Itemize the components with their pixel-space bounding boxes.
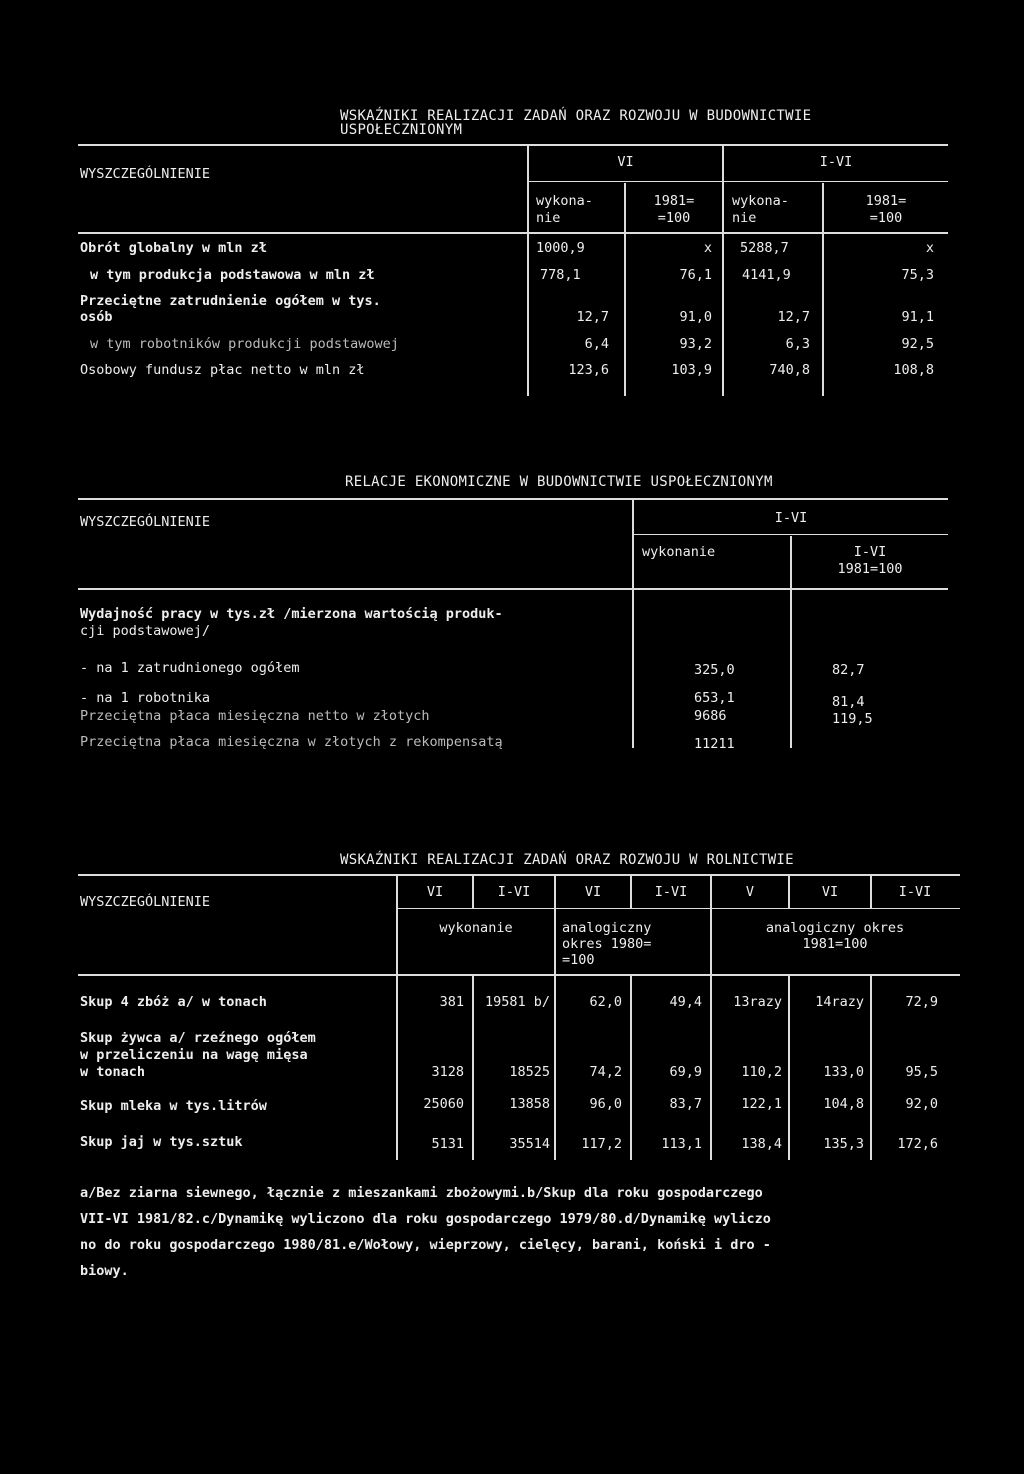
table1-row-label: w tym robotników produkcji podstawowej [90, 336, 399, 352]
table1-header-ivi: I-VI [819, 154, 853, 170]
table3-vrule [472, 876, 474, 908]
table2-header-wyszczegolnienie: WYSZCZEGÓLNIENIE [80, 514, 211, 530]
table3-header-analogiczny: analogiczny [562, 920, 652, 936]
table3-cell: 13858 [509, 1096, 550, 1112]
table3-col-header: V [745, 884, 755, 900]
table3-cell: 113,1 [661, 1136, 702, 1152]
table2-vrule [790, 590, 792, 748]
table3-cell: 72,9 [905, 994, 938, 1010]
table2-row-label: Przeciętna płaca miesięczna netto w złotych [80, 708, 430, 724]
table3-cell: 25060 [423, 1096, 464, 1112]
table1-cell: 6,3 [785, 336, 810, 352]
table1-title-line2: USPOŁECZNIONYM [340, 122, 463, 138]
table1-header-vi: VI [617, 154, 634, 170]
table1-cell: 5288,7 [740, 240, 789, 256]
table1-header-wykonanie: wykona- [536, 193, 593, 209]
table3-vrule [554, 876, 556, 974]
table3-col-header: I-VI [654, 884, 688, 900]
table2-cell: 11211 [694, 736, 735, 752]
table1-cell: 4141,9 [742, 267, 791, 283]
table2-row-label: - na 1 zatrudnionego ogółem [80, 660, 300, 676]
table1-header-wyszczegolnienie: WYSZCZEGÓLNIENIE [80, 166, 211, 182]
table3-col-header: VI [821, 884, 839, 900]
table2-cell: 653,1 [694, 690, 735, 706]
table2-intro: cji podstawowej/ [80, 623, 211, 639]
table3-vrule [396, 876, 398, 974]
table1-cell: 123,6 [568, 362, 609, 378]
table3-top-rule [78, 874, 960, 876]
table3-vrule [710, 876, 712, 974]
table3-vrule [630, 876, 632, 908]
table2-top-rule [78, 498, 948, 500]
table3-col-header: VI [584, 884, 602, 900]
table1-cell: 93,2 [679, 336, 712, 352]
table3-header-wyszczegolnienie: WYSZCZEGÓLNIENIE [80, 894, 211, 910]
table1-header-wykonanie: wykona- [732, 193, 789, 209]
table1-header-wykonanie: nie [732, 210, 757, 226]
table1-header-1981: 1981= [653, 193, 695, 209]
table1-row-label: Obrót globalny w mln zł [80, 240, 267, 256]
table2-vrule [632, 590, 634, 748]
table3-row-label: Skup jaj w tys.sztuk [80, 1134, 243, 1150]
table1-cell: 103,9 [671, 362, 712, 378]
footnote-line: VII-VI 1981/82.c/Dynamikę wyliczono dla roku gospodarczego 1979/80.d/Dynamikę wyliczo [80, 1211, 771, 1227]
table3-vrule [788, 876, 790, 908]
table3-cell: 172,6 [897, 1136, 938, 1152]
table2-intro: Wydajność pracy w tys.zł /mierzona wartością produk- [80, 606, 503, 622]
table3-cell: 69,9 [669, 1064, 702, 1080]
table2-header-ivi: I-VI [774, 510, 808, 526]
table3-row-label: Skup mleka w tys.litrów [80, 1098, 267, 1114]
table2-header-index: I-VI [853, 544, 887, 560]
table1-row-label: osób [80, 309, 113, 325]
table2-row-label: Przeciętna płaca miesięczna w złotych z rekompensatą [80, 734, 503, 750]
footnote-line: no do roku gospodarczego 1980/81.e/Wołowy, wieprzowy, cielęcy, barani, koński i dro - [80, 1237, 771, 1253]
table3-cell: 13razy [733, 994, 782, 1010]
table3-cell: 96,0 [589, 1096, 622, 1112]
table1-row-label: Przeciętne zatrudnienie ogółem w tys. [80, 293, 381, 309]
table3-cell: 110,2 [741, 1064, 782, 1080]
table1-cell: 92,5 [901, 336, 934, 352]
table2-mid-rule [634, 534, 948, 535]
table1-cell: 778,1 [540, 267, 581, 283]
table3-cell: 49,4 [669, 994, 702, 1010]
table1-cell: 108,8 [893, 362, 934, 378]
table2-cell: 81,4 [832, 694, 865, 710]
table1-header-rule [78, 232, 948, 234]
table3-cell: 92,0 [905, 1096, 938, 1112]
table1-title-line1: WSKAŹNIKI REALIZACJI ZADAŃ ORAZ ROZWOJU W BUDOWNICTWIE [340, 108, 812, 124]
table1-header-1981: =100 [657, 210, 691, 226]
table3-cell: 62,0 [589, 994, 622, 1010]
table3-cell: 95,5 [905, 1064, 938, 1080]
table3-title: WSKAŹNIKI REALIZACJI ZADAŃ ORAZ ROZWOJU W ROLNICTWIE [340, 852, 794, 868]
table2-cell: 119,5 [832, 711, 873, 727]
table3-header-analogiczny: =100 [562, 952, 595, 968]
table3-header-analogiczny-1981: 1981=100 [802, 936, 868, 952]
table1-cell: 75,3 [901, 267, 934, 283]
table3-header-rule [78, 974, 960, 976]
table3-cell: 138,4 [741, 1136, 782, 1152]
table2-cell: 325,0 [694, 662, 735, 678]
table1-cell: x [925, 240, 934, 256]
table3-cell: 14razy [815, 994, 864, 1010]
table3-cell: 381 [439, 994, 464, 1010]
table3-cell: 135,3 [823, 1136, 864, 1152]
table1-cell: 740,8 [769, 362, 810, 378]
table2-cell: 9686 [694, 708, 727, 724]
table2-cell: 82,7 [832, 662, 865, 678]
table3-cell: 117,2 [581, 1136, 622, 1152]
table3-mid-rule [396, 908, 960, 909]
table2-header-index: 1981=100 [837, 561, 903, 577]
table1-cell: 91,1 [901, 309, 934, 325]
table1-cell: 6,4 [584, 336, 609, 352]
table1-cell: 76,1 [679, 267, 712, 283]
table3-cell: 83,7 [669, 1096, 702, 1112]
table2-header-rule [78, 588, 948, 590]
table3-cell: 18525 [509, 1064, 550, 1080]
table3-header-analogiczny: okres 1980= [562, 936, 652, 952]
table1-header-1981: 1981= [865, 193, 907, 209]
table3-row-label: w przeliczeniu na wagę mięsa [80, 1047, 308, 1063]
table1-header-wykonanie: nie [536, 210, 561, 226]
table3-cell: 35514 [509, 1136, 550, 1152]
table2-header-wykonanie: wykonanie [642, 544, 716, 560]
table3-cell: 122,1 [741, 1096, 782, 1112]
table3-col-header: VI [426, 884, 444, 900]
table3-cell: 3128 [431, 1064, 464, 1080]
table3-col-header: I-VI [497, 884, 531, 900]
table3-row-label: w tonach [80, 1064, 146, 1080]
table1-header-1981: =100 [869, 210, 903, 226]
table1-cell: 12,7 [576, 309, 609, 325]
table3-cell: 133,0 [823, 1064, 864, 1080]
table2-row-label: - na 1 robotnika [80, 690, 211, 706]
table1-cell: 1000,9 [536, 240, 585, 256]
table3-col-header: I-VI [898, 884, 932, 900]
table1-cell: x [703, 240, 712, 256]
footnote-line: a/Bez ziarna siewnego, łącznie z mieszankami zbożowymi.b/Skup dla roku gospodarczego [80, 1185, 763, 1201]
table3-cell: 19581 b/ [484, 994, 550, 1010]
table1-cell: 12,7 [777, 309, 810, 325]
table1-row-label: Osobowy fundusz płac netto w mln zł [80, 362, 365, 378]
table1-row-label: w tym produkcja podstawowa w mln zł [90, 267, 375, 283]
table3-row-label: Skup żywca a/ rzeźnego ogółem [80, 1030, 316, 1046]
table3-vrule [870, 876, 872, 908]
table3-header-analogiczny-1981: analogiczny okres [765, 920, 905, 936]
table3-header-wykonanie: wykonanie [439, 920, 513, 936]
table1-top-rule [78, 144, 948, 146]
table3-cell: 5131 [431, 1136, 464, 1152]
table3-cell: 74,2 [589, 1064, 622, 1080]
table3-cell: 104,8 [823, 1096, 864, 1112]
table2-title: RELACJE EKONOMICZNE W BUDOWNICTWIE USPOŁECZNIONYM [345, 474, 773, 490]
footnote-line: biowy. [80, 1263, 129, 1279]
table3-row-label: Skup 4 zbóż a/ w tonach [80, 994, 267, 1010]
table1-mid-rule [527, 181, 948, 182]
table1-cell: 91,0 [679, 309, 712, 325]
